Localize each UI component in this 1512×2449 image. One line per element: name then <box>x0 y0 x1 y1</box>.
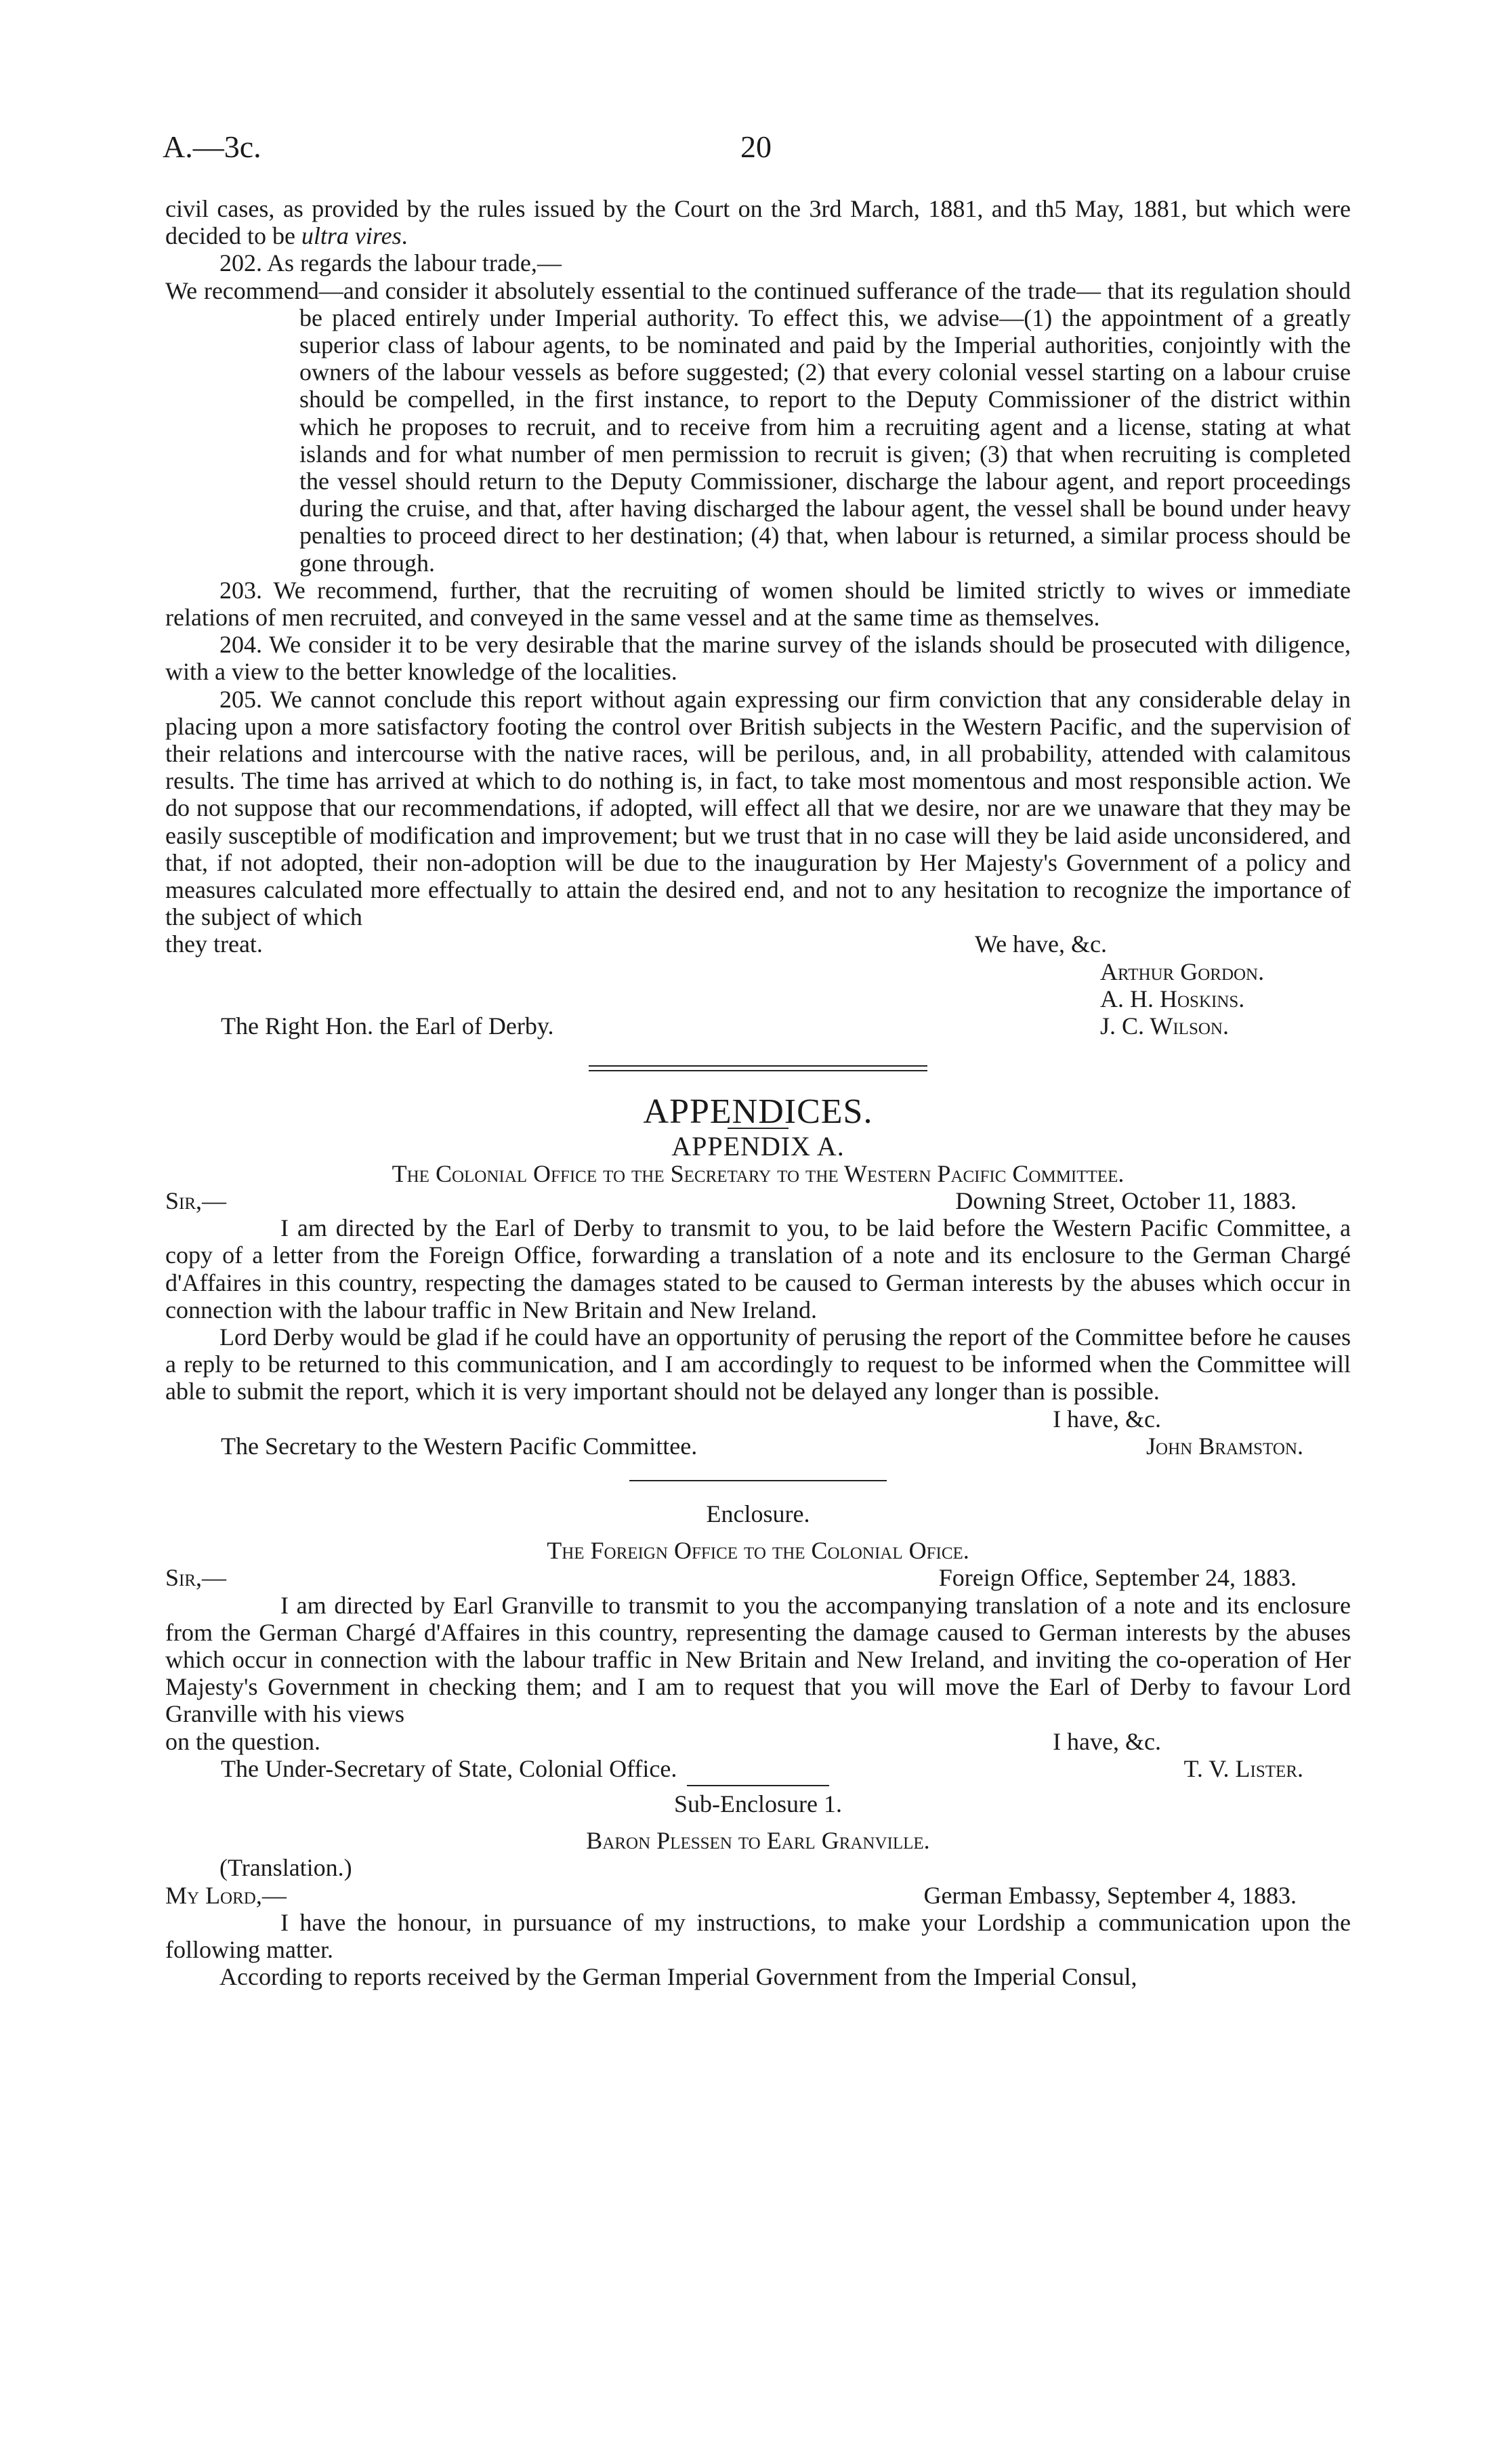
enclosure-title: Enclosure. <box>706 1500 810 1527</box>
sub-enclosure-paragraph: I have the honour, in pursuance of my instructions, to make your Lordship a communication upon the following matter. <box>165 1908 1351 1963</box>
addressee: The Right Hon. the Earl of Derby. <box>221 1012 554 1040</box>
italic-ultra-vires: ultra vires <box>301 222 402 250</box>
double-rule-divider <box>589 1065 927 1071</box>
translation-note: (Translation.) <box>219 1854 352 1882</box>
place-date: Downing Street, October 11, 1883. <box>955 1187 1297 1214</box>
paragraph-202-body: We recommend—and consider it absolutely essential to the continued sufferance of the trade— that its regulation should be placed entirely under Imperial authority. To effect this, we advise—(1) the appointment of a greatly superior class of labour agents, to be nominated and paid by the Imperial authorities, conjointly with the owners of the labour vessels as before suggested; (2) that every colonial vessel starting on a labour cruise should be compelled, in the first instance, to report to the Deputy Commissioner of the district within which he proposes to recruit, and to receive from him a recruiting agent and a license, stating at what islands and for what number of men permission to recruit is given; (3) that when recruiting is completed the vessel should return to the Deputy Commissioner, discharge the labour agent, and report proceedings during the cruise, and that, after having discharged the labour agent, the vessel shall be bound under heavy penalties to proceed direct to her destination; (4) that, when labour is returned, a similar process should be gone through. <box>165 276 1351 577</box>
recipient: The Under-Secretary of State, Colonial Office. <box>221 1754 677 1782</box>
rule-divider <box>687 1785 829 1786</box>
sub-enclosure-heading: Baron Plessen to Earl Granville. <box>586 1827 930 1855</box>
paragraph-203: 203. We recommend, further, that the recruiting of women should be limited strictly to wives or immediate relations of men recruited, and conveyed in the same vessel and at the same time as themselves. <box>165 576 1351 632</box>
closing-formula: I have, &c. <box>1053 1727 1161 1755</box>
closing-row <box>165 1728 1351 1755</box>
salutation: My Lord,— <box>165 1881 287 1909</box>
salutation: Sir,— <box>165 1187 227 1214</box>
signature: John Bramston. <box>1146 1432 1303 1460</box>
appendix-a-title: APPENDIX A. <box>671 1130 845 1161</box>
document-reference: A.—3c. <box>163 129 261 164</box>
paragraph-civil-cases: civil cases, as provided by the rules issued by the Court on the 3rd March, 1881, and th5 May, 1881, but which were decided to be ultra vires. <box>165 195 1351 250</box>
recipient: The Secretary to the Western Pacific Committee. <box>221 1432 698 1460</box>
appendix-a-paragraph: I am directed by the Earl of Derby to transmit to you, to be laid before the Western Pacific Committee, a copy of a letter from the Foreign Office, forwarding a translation of a note and its enclosure to the German Chargé d'Affaires in this country, respecting the damages stated to be caused to German interests by the abuses which occur in connection with the labour traffic in New Britain and New Ireland. <box>165 1214 1351 1323</box>
salutation-row <box>165 1187 1351 1214</box>
addressee-row <box>165 1012 1351 1040</box>
sub-enclosure-paragraph: According to reports received by the German Imperial Government from the Imperial Consul, <box>219 1963 1137 1991</box>
paragraph-205: 205. We cannot conclude this report without again expressing our firm conviction that any considerable delay in placing upon a more satisfactory footing the control over British subjects in the Western Pacific, and the supervision of their relations and intercourse with the native races, will be perilous, and, in all probability, attended with calamitous results. The time has arrived at which to do nothing is, in fact, to take most momentous and most responsible action. We do not suppose that our recommendations, if adopted, will effect all that we desire, nor are we unaware that they may be easily susceptible of modification and improvement; but we trust that in no case will they be laid aside unconsidered, and that, if not adopted, their non-adoption will be due to the inauguration by Her Majesty's Government of a policy and measures calculated more effectually to attain the desired end, and not to any hesitation to recognize the importance of the subject of which <box>165 685 1351 931</box>
appendix-a-paragraph: Lord Derby would be glad if he could have an opportunity of perusing the report of the Committee before he causes a reply to be returned to this communication, and I am accordingly to request to be informed when the Committee will able to submit the report, which it is very important should not be delayed any longer than is possible. <box>165 1323 1351 1405</box>
closing-formula: We have, &c. <box>974 930 1107 958</box>
salutation-row <box>165 1882 1351 1909</box>
page-header <box>163 129 1349 169</box>
signature: T. V. Lister. <box>1183 1754 1303 1782</box>
signatory: J. C. Wilson. <box>1100 1012 1229 1040</box>
closing-row <box>165 930 1351 958</box>
signatory: A. H. Hoskins. <box>1100 985 1245 1012</box>
recipient-row <box>165 1755 1351 1782</box>
page-body <box>165 195 1351 1990</box>
enclosure-paragraph: I am directed by Earl Granville to transmit to you the accompanying translation of a note and its enclosure from the German Chargé d'Affaires in this country, representing the damage caused to German interests by the abuses which occur in connection with the labour traffic in New Britain and New Ireland, and inviting the co-operation of Her Majesty's Government in checking them; and I am to request that you will move the Earl of Derby to favour Lord Granville with his views <box>165 1591 1351 1728</box>
appendices-title: APPENDICES. <box>643 1092 873 1132</box>
recipient-row <box>165 1433 1351 1460</box>
paragraph-202-intro: 202. As regards the labour trade,— <box>219 249 562 277</box>
salutation: Sir,— <box>165 1564 227 1592</box>
rule-divider <box>629 1480 887 1481</box>
place-date: German Embassy, September 4, 1883. <box>923 1881 1297 1909</box>
paragraph-204: 204. We consider it to be very desirable that the marine survey of the islands should be prosecuted with diligence, with a view to the better knowledge of the localities. <box>165 631 1351 686</box>
closing-formula: I have, &c. <box>1053 1405 1161 1433</box>
appendix-a-heading: The Colonial Office to the Secretary to the Western Pacific Committee. <box>392 1159 1125 1187</box>
salutation-row <box>165 1564 1351 1591</box>
sub-enclosure-title: Sub-Enclosure 1. <box>674 1790 842 1817</box>
place-date: Foreign Office, September 24, 1883. <box>938 1564 1297 1592</box>
enclosure-heading: The Foreign Office to the Colonial Ofice. <box>547 1537 969 1565</box>
page-number: 20 <box>740 129 772 164</box>
paragraph-205-end: they treat. <box>165 930 263 958</box>
enclosure-paragraph-end: on the question. <box>165 1727 320 1755</box>
signatory: Arthur Gordon. <box>1100 958 1265 985</box>
